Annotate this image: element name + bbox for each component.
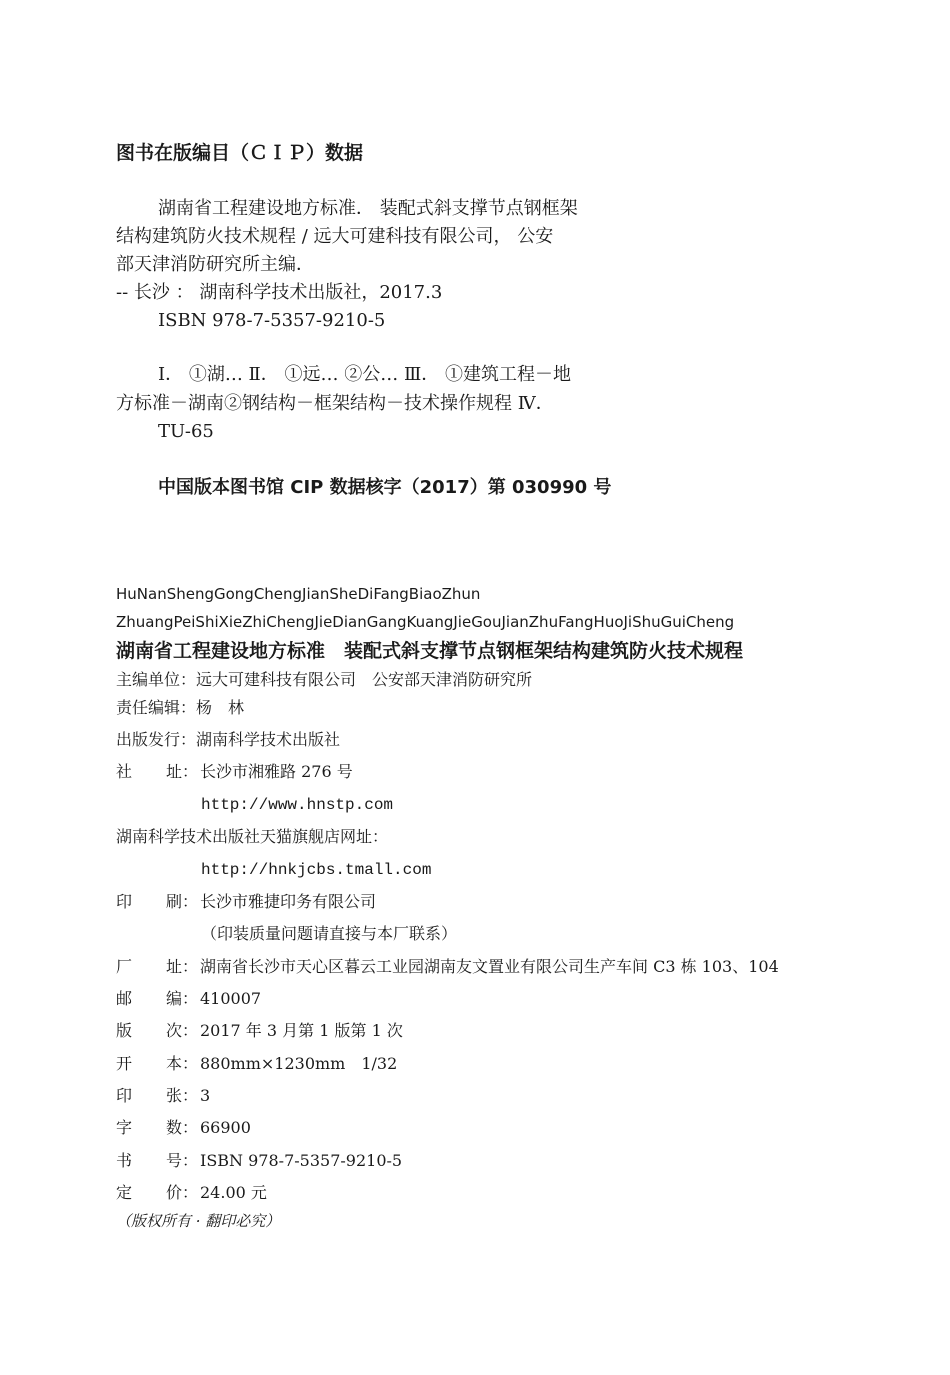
postcode-row (116, 991, 261, 1007)
editor-unit-value: 远大可建科技有限公司 公安部天津消防研究所 (196, 670, 533, 689)
address-row (116, 764, 353, 780)
copyright-notice: （版权所有 · 翻印必究） (116, 1212, 281, 1230)
pinyin-book-title: ZhuangPeiShiXieZhiChengJieDianGangKuangJieGouJianZhuFangHuoJiShuGuiCheng (116, 613, 735, 631)
format-value: 880mm×1230mm 1/32 (200, 1054, 398, 1073)
website-link[interactable]: http://www.hnstp.com (201, 796, 394, 814)
isbn-value: ISBN 978-7-5357-9210-5 (200, 1151, 403, 1170)
words-value: 66900 (200, 1118, 251, 1137)
cip-line: Ⅰ． ①湖… Ⅱ． ①远… ②公… Ⅲ． ①建筑工程－地 (158, 364, 572, 385)
printer-label: 印 刷： (116, 892, 199, 911)
cip-line: 湖南省工程建设地方标准． 装配式斜支撑节点钢框架 (158, 198, 578, 219)
edition-label: 版 次： (116, 1021, 199, 1040)
publisher-label: 出版发行： (116, 730, 197, 749)
format-row (116, 1056, 397, 1072)
sheets-label: 印 张： (116, 1086, 199, 1105)
format-label: 开 本： (116, 1054, 199, 1073)
responsible-editor-value: 杨 林 (196, 698, 245, 717)
pinyin-series-title: HuNanShengGongChengJianSheDiFangBiaoZhun (116, 585, 481, 603)
sheets-row (116, 1088, 210, 1104)
printer-value: 长沙市雅捷印务有限公司 (200, 892, 377, 911)
responsible-editor-label: 责任编辑： (116, 698, 197, 717)
editor-unit-row (116, 672, 532, 688)
book-title: 湖南省工程建设地方标准 装配式斜支撑节点钢框架结构建筑防火技术规程 (116, 640, 744, 662)
cip-line: 结构建筑防火技术规程 / 远大可建科技有限公司， 公安 (116, 226, 554, 247)
editor-unit-label: 主编单位： (116, 670, 197, 689)
price-row (116, 1185, 267, 1201)
postcode-label: 邮 编： (116, 989, 199, 1008)
words-row (116, 1120, 251, 1136)
cip-line: 部天津消防研究所主编． (116, 254, 314, 275)
publisher-row (116, 732, 340, 748)
cip-line: ISBN 978-7-5357-9210-5 (158, 310, 386, 331)
words-label: 字 数： (116, 1118, 199, 1137)
price-label: 定 价： (116, 1183, 199, 1202)
publisher-value: 湖南科学技术出版社 (196, 730, 341, 749)
address-value: 长沙市湘雅路 276 号 (200, 762, 353, 781)
factory-value: 湖南省长沙市天心区暮云工业园湖南友文置业有限公司生产车间 C3 栋 103、104 (200, 957, 779, 976)
price-value: 24.00 元 (200, 1183, 267, 1202)
factory-row (116, 959, 779, 975)
edition-row (116, 1023, 403, 1039)
address-label: 社 址： (116, 762, 199, 781)
isbn-label: 书 号： (116, 1151, 199, 1170)
cip-verification-number: 中国版本图书馆 CIP 数据核字（2017）第 030990 号 (158, 477, 612, 498)
factory-label: 厂 址： (116, 957, 199, 976)
cip-line: TU-65 (158, 421, 214, 442)
cip-line: -- 长沙 ： 湖南科学技术出版社，2017.3 (116, 282, 443, 303)
edition-value: 2017 年 3 月第 1 版第 1 次 (200, 1021, 403, 1040)
sheets-value: 3 (200, 1086, 211, 1105)
cip-line: 方标准－湖南②钢结构－框架结构－技术操作规程 Ⅳ． (116, 393, 554, 414)
isbn-row (116, 1153, 402, 1169)
responsible-editor-row (116, 700, 244, 716)
tmall-label: 湖南科学技术出版社天猫旗舰店网址： (116, 827, 389, 846)
postcode-value: 410007 (200, 989, 262, 1008)
printer-row (116, 894, 376, 910)
printer-note: （印装质量问题请直接与本厂联系） (201, 924, 458, 943)
tmall-link[interactable]: http://hnkjcbs.tmall.com (201, 861, 432, 879)
cip-heading: 图书在版编目（ＣＩＰ）数据 (116, 142, 364, 164)
